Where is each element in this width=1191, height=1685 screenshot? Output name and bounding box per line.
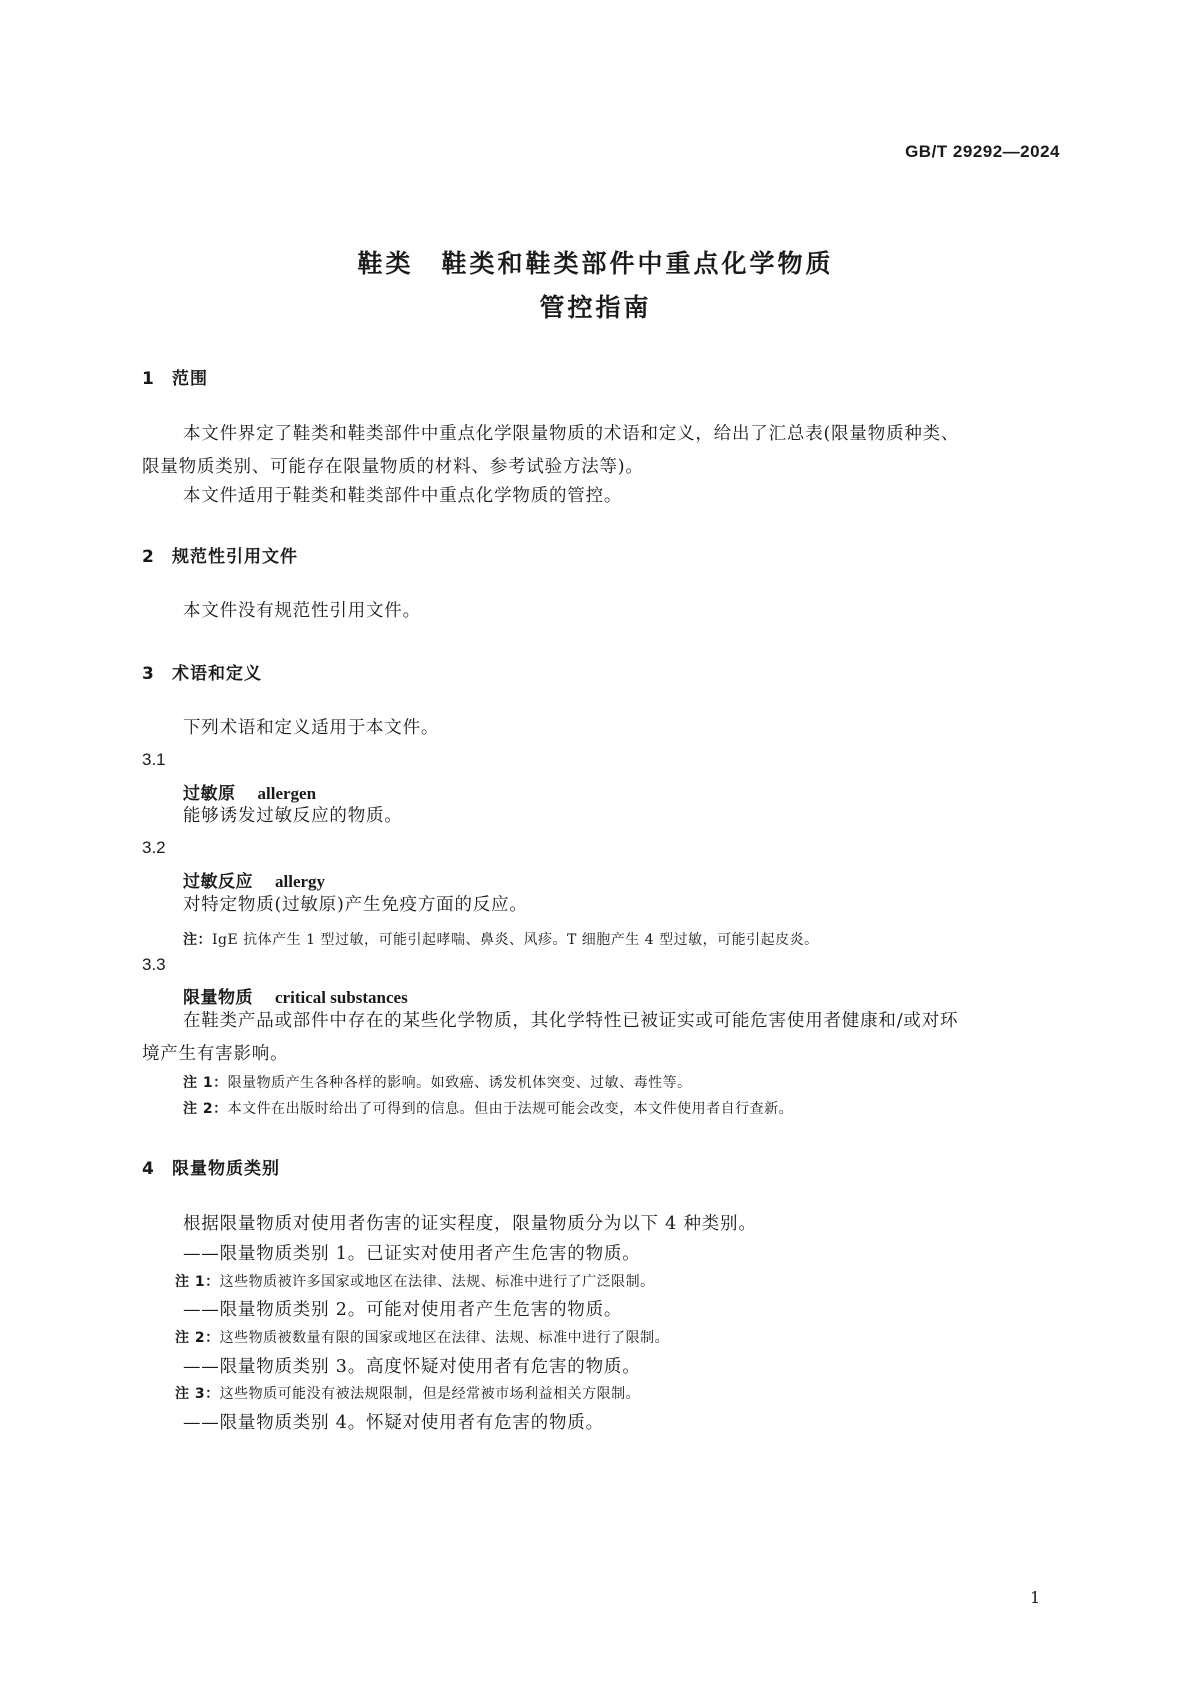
category-3-item: ——限量物质类别 3。高度怀疑对使用者有危害的物质。 (183, 1357, 641, 1377)
section-title: 术语和定义 (172, 664, 262, 684)
term-3-3-definition-line1: 在鞋类产品或部件中存在的某些化学物质，其化学特性已被证实或可能危害使用者健康和/或对环 (183, 1011, 959, 1031)
clause-3-3-number: 3.3 (142, 955, 166, 974)
term-cn: 过敏原 (183, 784, 236, 804)
section-number: 2 (142, 547, 155, 567)
clause-3-1-number: 3.1 (142, 750, 166, 769)
section-3-heading (142, 659, 262, 684)
section-2-heading (142, 542, 298, 567)
term-3-3-note-1 (183, 1072, 692, 1092)
document-title-line2: 管控指南 (539, 293, 652, 322)
note-label: 注 2： (175, 1330, 220, 1346)
document-title-line1: 鞋类 鞋类和鞋类部件中重点化学物质 (357, 249, 834, 278)
term-3-3-definition-line2: 境产生有害影响。 (142, 1044, 289, 1064)
note-label: 注 1： (175, 1274, 220, 1290)
section-number: 1 (142, 369, 155, 389)
section-title: 限量物质类别 (172, 1159, 280, 1179)
term-3-2-note (183, 929, 819, 949)
section-1-para1-line2: 限量物质类别、可能存在限量物质的材料、参考试验方法等)。 (142, 457, 644, 477)
category-1-item: ——限量物质类别 1。已证实对使用者产生危害的物质。 (183, 1244, 641, 1264)
section-1-para2: 本文件适用于鞋类和鞋类部件中重点化学物质的管控。 (183, 486, 623, 506)
note-text: 本文件在出版时给出了可得到的信息。但由于法规可能会改变，本文件使用者自行查新。 (227, 1101, 794, 1117)
category-note-1 (175, 1271, 655, 1291)
term-3-1-definition: 能够诱发过敏反应的物质。 (183, 806, 403, 826)
section-4-heading (142, 1154, 280, 1179)
section-1-para1-line1: 本文件界定了鞋类和鞋类部件中重点化学限量物质的术语和定义，给出了汇总表(限量物质种类、 (183, 424, 960, 444)
term-3-1 (183, 779, 316, 804)
category-note-3 (175, 1383, 640, 1403)
term-3-2-definition: 对特定物质(过敏原)产生免疫方面的反应。 (183, 895, 528, 915)
term-cn: 限量物质 (183, 988, 253, 1008)
term-en: allergy (275, 872, 326, 891)
section-3-intro: 下列术语和定义适用于本文件。 (183, 718, 440, 738)
section-number: 4 (142, 1159, 155, 1179)
category-note-2 (175, 1327, 669, 1347)
clause-3-2-number: 3.2 (142, 838, 166, 857)
standard-code: GB/T 29292—2024 (905, 142, 1060, 161)
note-text: 这些物质被许多国家或地区在法律、法规、标准中进行了广泛限制。 (219, 1274, 655, 1290)
term-en: allergen (257, 784, 317, 803)
note-text: 这些物质可能没有被法规限制，但是经常被市场利益相关方限制。 (219, 1386, 641, 1402)
term-3-2 (183, 867, 325, 892)
note-label: 注 2： (183, 1101, 228, 1117)
section-4-intro: 根据限量物质对使用者伤害的证实程度，限量物质分为以下 4 种类别。 (183, 1214, 757, 1234)
section-2-para: 本文件没有规范性引用文件。 (183, 601, 421, 621)
section-number: 3 (142, 664, 155, 684)
note-text: 这些物质被数量有限的国家或地区在法律、法规、标准中进行了限制。 (219, 1330, 670, 1346)
term-3-3 (183, 983, 408, 1008)
note-text: 限量物质产生各种各样的影响。如致癌、诱发机体突变、过敏、毒性等。 (227, 1075, 692, 1091)
category-2-item: ——限量物质类别 2。可能对使用者产生危害的物质。 (183, 1300, 623, 1320)
term-en: critical substances (275, 988, 408, 1007)
term-cn: 过敏反应 (183, 872, 253, 892)
note-label: 注 3： (175, 1386, 220, 1402)
note-text: IgE 抗体产生 1 型过敏，可能引起哮喘、鼻炎、风疹。T 细胞产生 4 型过敏，可能引起皮炎。 (212, 932, 819, 948)
section-title: 范围 (172, 369, 208, 389)
note-label: 注 1： (183, 1075, 228, 1091)
section-title: 规范性引用文件 (172, 547, 298, 567)
section-1-heading (142, 364, 208, 389)
page-number: 1 (1030, 1588, 1041, 1607)
category-4-item: ——限量物质类别 4。怀疑对使用者有危害的物质。 (183, 1413, 604, 1433)
term-3-3-note-2 (183, 1098, 793, 1118)
note-label: 注： (183, 932, 212, 948)
